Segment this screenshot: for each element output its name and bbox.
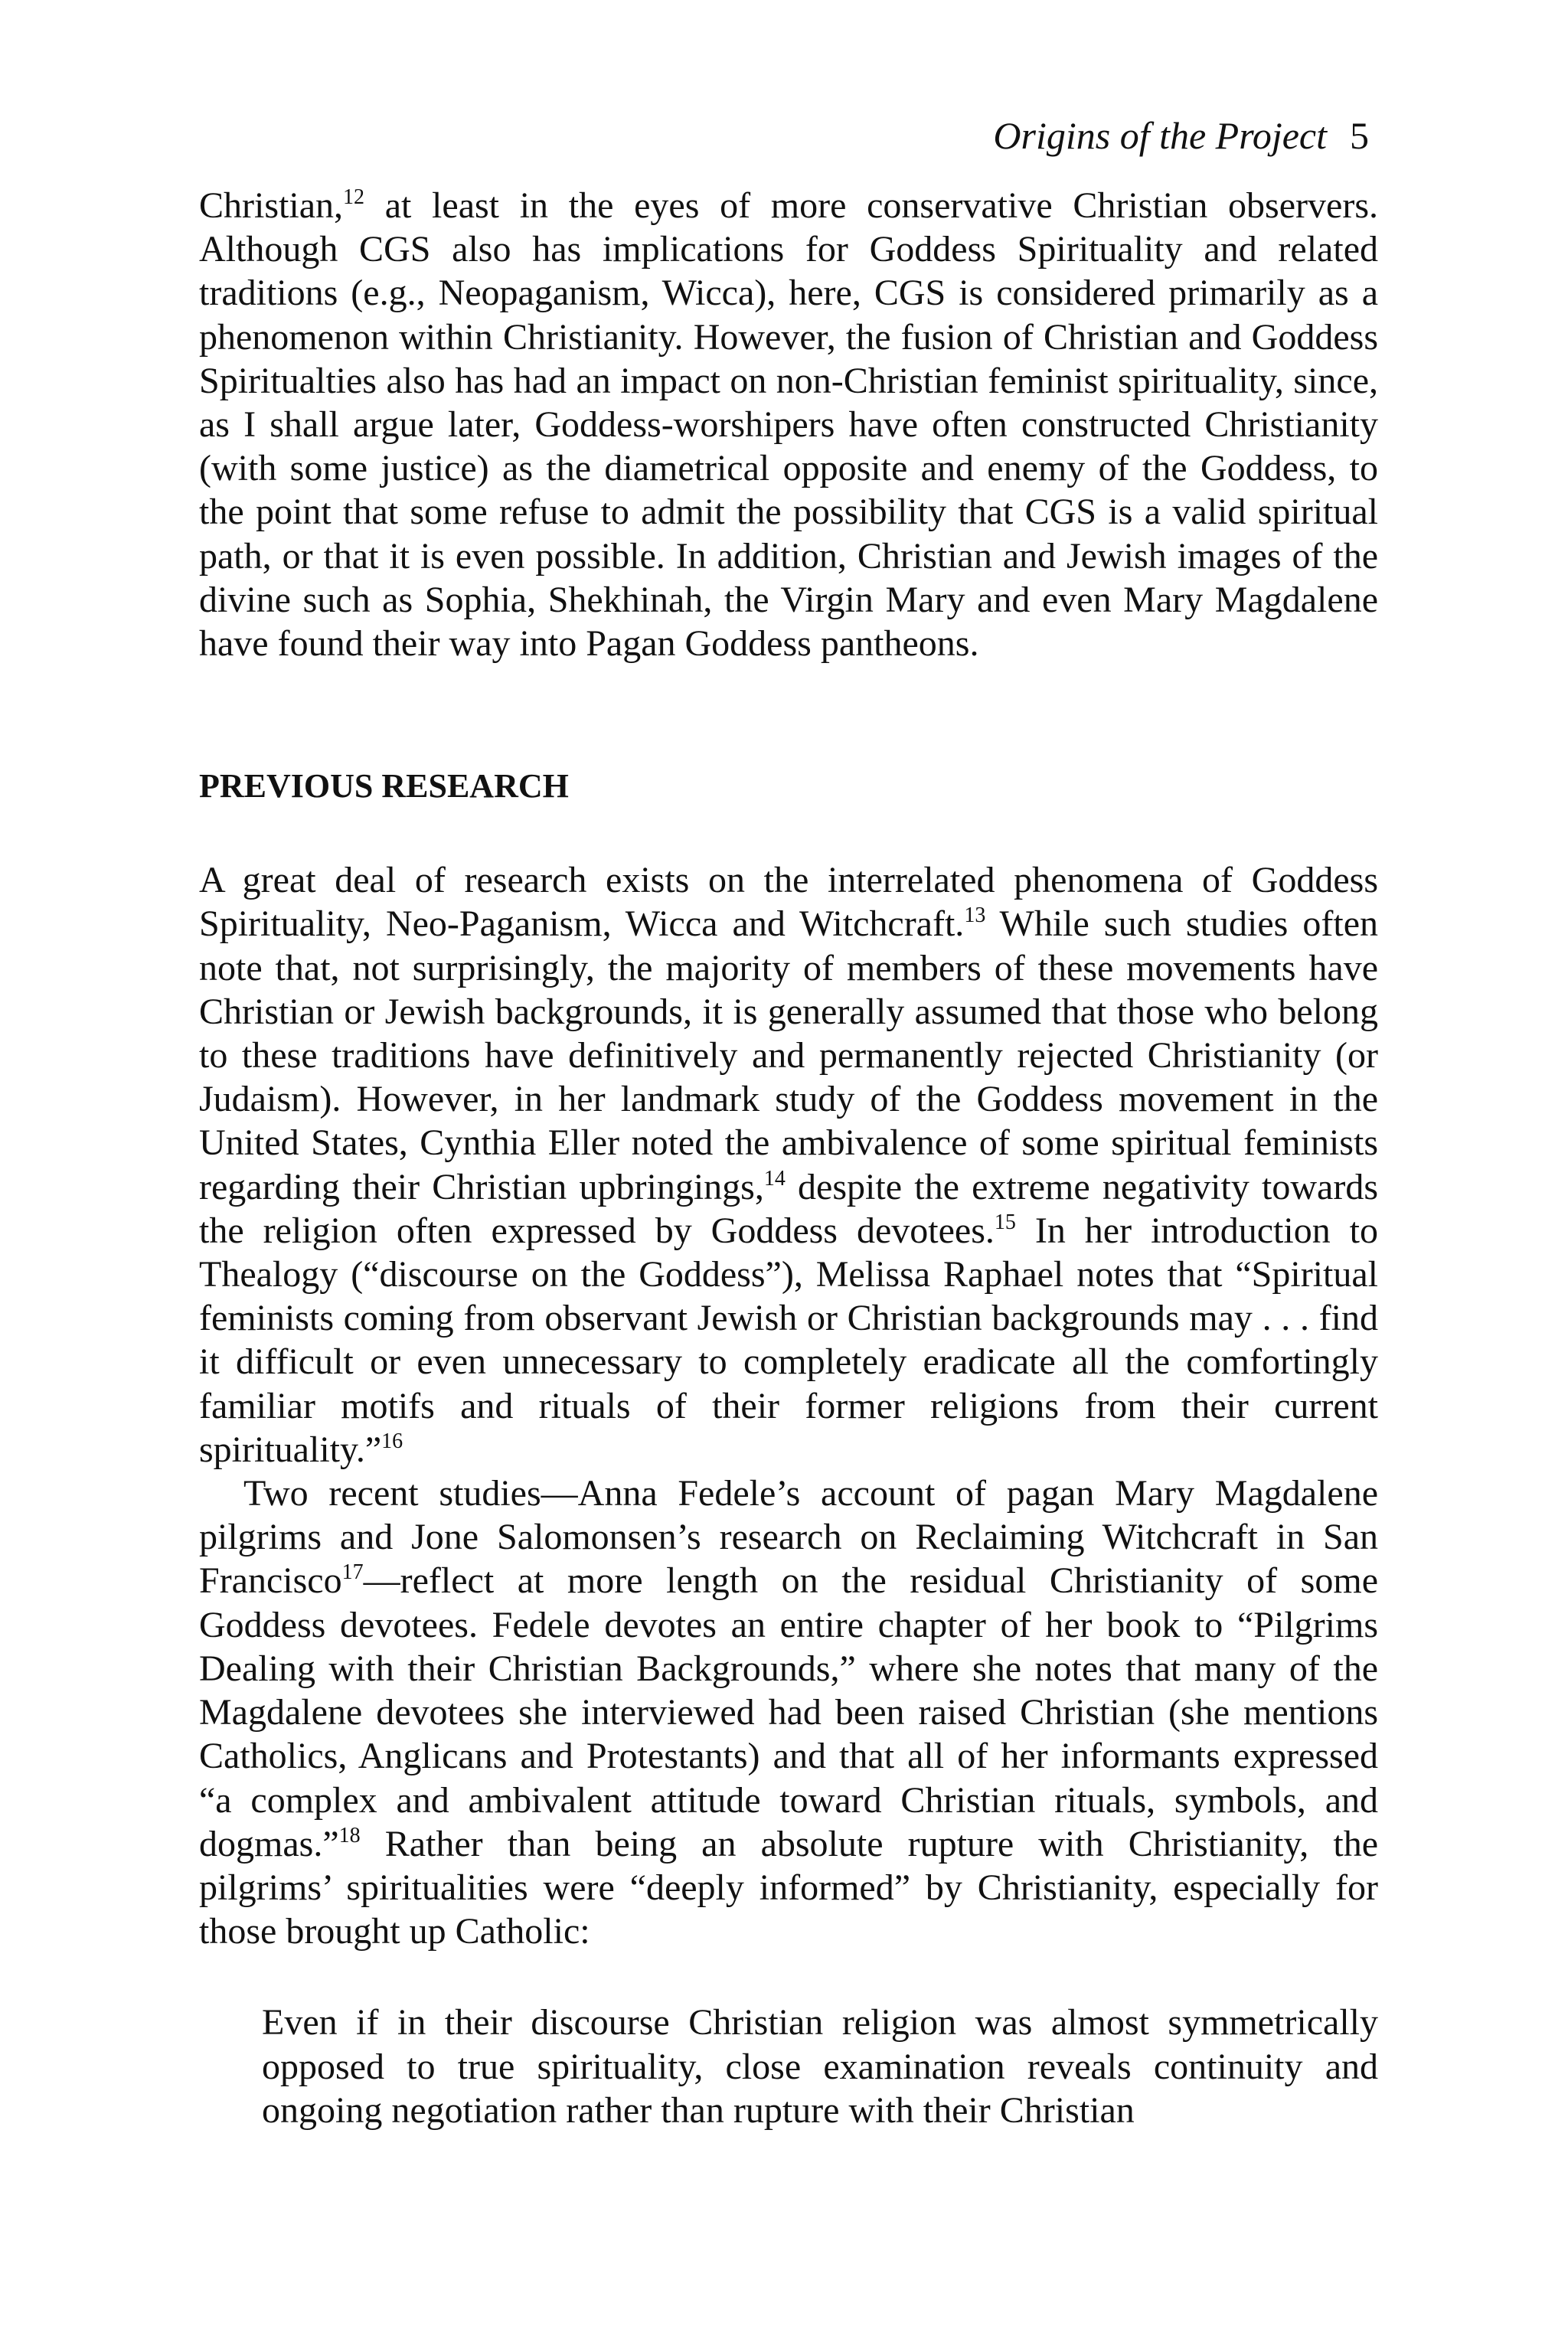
paragraph-3-text-a: Two recent studies—Anna Fedele’s account of pagan Mary Magdalene pilgrims and Jone Salomonsen’s research on Reclaiming Witchcraft in San Francisco [199,1473,1378,1602]
footnote-ref-17: 17 [341,1560,364,1585]
page-number: 5 [1350,114,1369,157]
paragraph-1-text-b: at least in the eyes of more conservative Christian observers. Although CGS also has implications for Goddess Spirituality and related traditions (e.g., Neopaganism, Wicca), here, CGS is considered primarily as a phenomenon within Christianity. However, the fusion of Christian and Goddess Spiritualties also has had an impact on non-Christian feminist spirituality, since, as I shall argue later, Goddess-worshipers have often constructed Christianity (with some justice) as the diametrical opposite and enemy of the Goddess, to the point that some refuse to admit the possibility that CGS is a valid spiritual path, or that it is even possible. In addition, Christian and Jewish images of the divine such as Sophia, Shekhinah, the Virgin Mary and even Mary Magdalene have found their way into Pagan Goddess pantheons. [199,185,1378,665]
footnote-ref-14: 14 [763,1166,786,1191]
footnote-ref-16: 16 [381,1429,403,1453]
paragraph-1-text-a: Christian, [199,185,343,226]
paragraph-3-text-c: Rather than being an absolute rupture with Christianity, the pilgrims’ spiritualities were “deeply informed” by Christianity, especially for those brought up Catholic: [199,1823,1378,1952]
paragraph-2-text-c: despite the extreme negativity towards the religion often expressed by Goddess devotees. [199,1166,1379,1251]
footnote-ref-13: 13 [964,903,986,928]
running-head [993,116,1369,155]
paragraph-2-text-d: In her introduction to Thealogy (“discourse on the Goddess”), Melissa Raphael notes that “Spiritual feminists coming from observant Jewish or Christian backgrounds may . . . find it difficult or even unnecessary to completely eradicate all the comfortingly familiar motifs and rituals of their former religions from their current spirituality.” [199,1210,1379,1470]
paragraph-3 [199,1472,1378,1953]
running-head-title: Origins of the Project [993,114,1327,157]
paragraph-2-text-b: While such studies often note that, not surprisingly, the majority of members of these movements have Christian or Jewish backgrounds, it is generally assumed that those who belong to these traditions have definitively and permanently rejected Christianity (or Judaism). However, in her landmark study of the Goddess movement in the United States, Cynthia Eller noted the ambivalence of some spiritual feminists regarding their Christian upbringings, [199,903,1379,1207]
paragraph-1 [199,184,1378,665]
section-heading: PREVIOUS RESEARCH [199,767,569,805]
block-quote: Even if in their discourse Christian religion was almost symmetrically opposed to true spirituality, close examination reveals continuity and ongoing negotiation rather than rupture with their Christian [262,2002,1378,2131]
footnote-ref-15: 15 [994,1210,1016,1234]
paragraph-2 [199,858,1378,1472]
footnote-ref-12: 12 [343,185,364,209]
footnote-ref-18: 18 [338,1823,361,1847]
body-text [199,184,1378,2132]
paragraph-2-text-a: A great deal of research exists on the interrelated phenomena of Goddess Spirituality, Neo-Paganism, Wicca and Witchcraft. [199,860,1378,945]
paragraph-3-text-b: —reflect at more length on the residual Christianity of some Goddess devotees. Fedele devotes an entire chapter of her book to “Pilgrims Dealing with their Christian Backgrounds,” where she notes that many of the Magdalene devotees she interviewed had been raised Christian (she mentions Catholics, Anglicans and Protestants) and that all of her informants expressed “a complex and ambivalent attitude toward Christian rituals, symbols, and dogmas.” [199,1560,1378,1864]
